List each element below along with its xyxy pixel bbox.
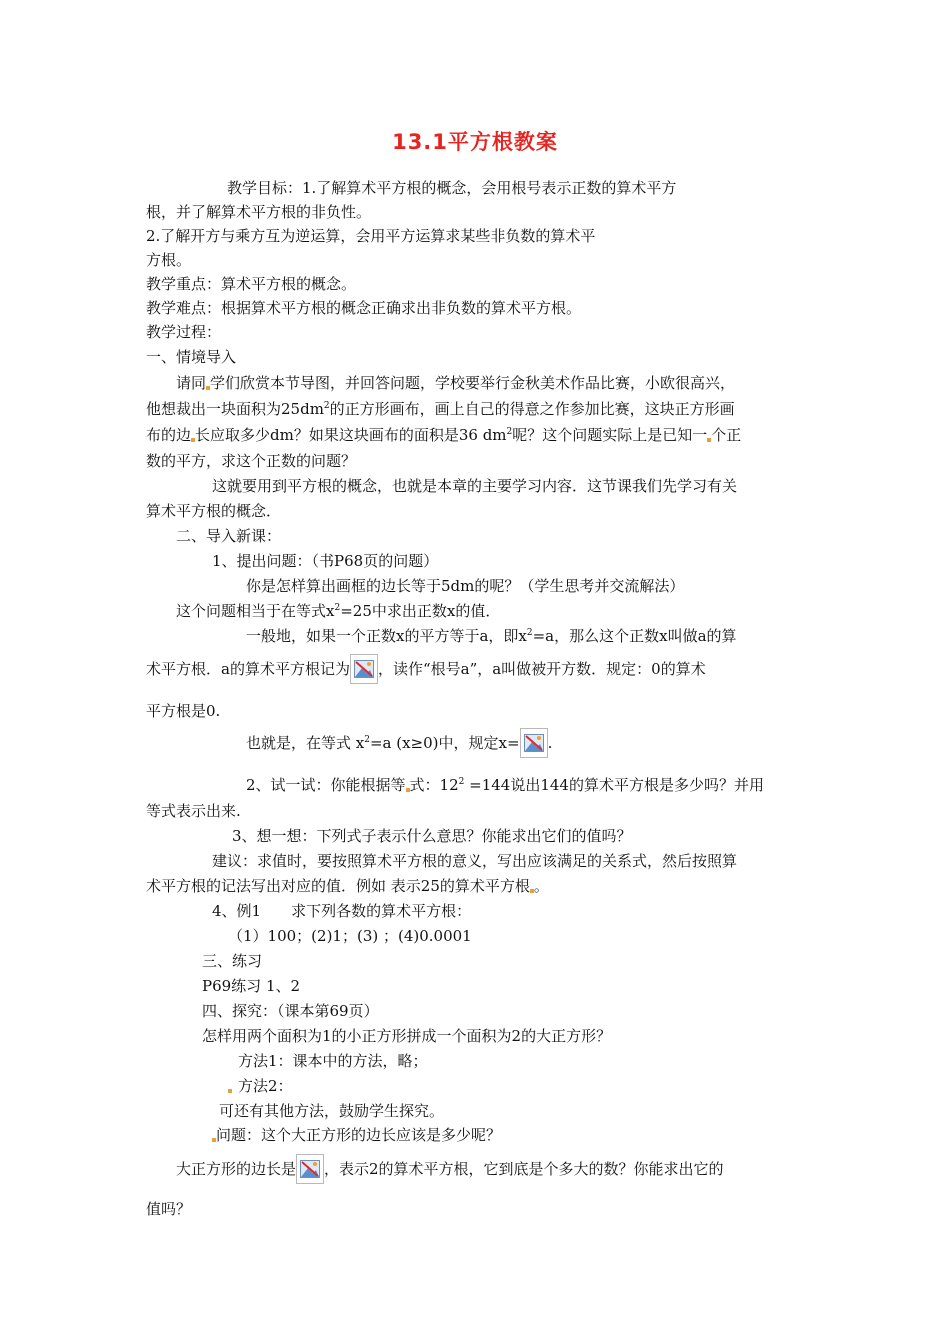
s2-advice-line-2 <box>146 876 549 896</box>
s4-side-line-1 <box>176 1154 724 1184</box>
s2-try-mid: 式：12 <box>409 776 459 794</box>
section-3-heading: 三、练习 <box>202 952 263 970</box>
s1-p1b-sup: 2 <box>323 401 330 411</box>
s2-think: 3、想一想：下列式子表示什么意思？你能求出它们的值吗？ <box>232 827 632 845</box>
s2-advice-line-1: 建议：求值时，要按照算术平方根的意义，写出应该满足的关系式，然后按照算 <box>212 852 738 870</box>
s2-example-items: （1）100；(2)1；(3) ；(4)0.0001 <box>228 927 472 945</box>
difficulty: 教学难点：根据算术平方根的概念正确求出非负数的算术平方根。 <box>146 299 582 317</box>
s2-example-title: 4、例1 求下列各数的算术平方根： <box>212 902 472 920</box>
goals-line-4: 方根。 <box>146 251 192 269</box>
s1-p1c-b: 长应取多少dm？如果这块画布的面积是36 dm <box>195 426 507 444</box>
s2-def-b-post: ，读作“根号a”，a叫做被开方数．规定：0的算术 <box>377 660 706 678</box>
goals-line-1: 教学目标：1.了解算术平方根的概念，会用根号表示正数的算术平方 <box>227 179 677 197</box>
s4-side-post: ，表示2的算术平方根，它到底是个多大的数？你能求出它的 <box>324 1160 724 1178</box>
s2-definition-line-3: 平方根是0. <box>146 702 221 720</box>
key-point: 教学重点：算术平方根的概念。 <box>146 275 357 293</box>
s4-problem-line <box>212 1125 501 1145</box>
s2-question-1: 1、提出问题：（书P68页的问题） <box>212 552 439 570</box>
s4-method-2: 方法2： <box>238 1077 293 1095</box>
broken-formula-image-icon <box>296 1154 324 1184</box>
s4-question: 怎样用两个面积为1的小正方形拼成一个面积为2的大正方形？ <box>202 1027 612 1045</box>
s1-paragraph-line-2 <box>146 399 735 419</box>
goals-line-3: 2.了解开方与乘方互为逆运算，会用平方运算求某些非负数的算术平 <box>146 227 596 245</box>
s2-try-pre: 2、试一试：你能根据等 <box>246 776 406 794</box>
s4-side-pre: 大正方形的边长是 <box>176 1160 297 1178</box>
s2-def-a-post: =a，那么这个正数x叫做a的算 <box>532 627 737 645</box>
s2-rule-pre: 也就是，在等式 x <box>246 734 365 752</box>
s1-paragraph-line-4: 数的平方，求这个正数的问题？ <box>146 452 357 470</box>
s1-p1c-sup: 2 <box>506 427 513 437</box>
process-heading: 教学过程： <box>146 323 222 341</box>
s1-p1a-post: 学们欣赏本节导图，并回答问题，学校要举行金秋美术作品比赛，小欧很高兴， <box>210 374 736 392</box>
s2-advice-b: 术平方根的记法写出对应的值．例如 表示25的算术平方根 <box>146 877 530 895</box>
s1-paragraph-line-1 <box>176 373 735 393</box>
s2-definition-line-2 <box>146 654 706 684</box>
broken-formula-image-icon <box>520 728 548 758</box>
s2-try-sup: 2 <box>458 777 465 787</box>
s4-side-line-2: 值吗？ <box>146 1200 192 1218</box>
s2-advice-b-end: 。 <box>533 877 549 895</box>
s2-definition-line-1 <box>246 626 737 646</box>
s4-method-1: 方法1：课本中的方法，略； <box>238 1052 428 1070</box>
s1-p1b-post: 的正方形画布，画上自己的得意之作参加比赛，这块正方形画 <box>329 400 735 418</box>
document-title: 13.1平方根教案 <box>392 130 558 154</box>
s2-def-a-sup: 2 <box>526 628 533 638</box>
s4-problem: 问题：这个大正方形的边长应该是多少呢？ <box>216 1126 502 1144</box>
s4-other-methods: 可还有其他方法，鼓励学生探究。 <box>219 1102 445 1120</box>
s4-method-2-line <box>228 1076 293 1096</box>
s2-rule-end: . <box>547 734 553 752</box>
s2-rule-line <box>246 728 552 758</box>
s2-rule-sup: 2 <box>364 735 370 745</box>
s2-eq-post: =25中求出正数x的值． <box>340 602 501 620</box>
s1-p1c-c: 呢？这个问题实际上是已知一 <box>512 426 708 444</box>
s1-p1c-d: 个正 <box>711 426 742 444</box>
s2-equation-line <box>176 601 500 621</box>
s1-p1c-a: 布的边 <box>146 426 192 444</box>
s2-eq-pre: 这个问题相当于在等式x <box>176 602 335 620</box>
s1-paragraph-2-line-2: 算术平方根的概念． <box>146 502 282 520</box>
section-4-heading: 四、探究：（课本第69页） <box>202 1002 379 1020</box>
s2-try-line-2: 等式表示出来. <box>146 802 241 820</box>
s2-try-post: =144说出144的算术平方根是多少吗？并用 <box>464 776 764 794</box>
broken-formula-image-icon <box>350 654 378 684</box>
s2-def-a-pre: 一般地，如果一个正数x的平方等于a，即x <box>246 627 527 645</box>
section-1-heading: 一、情境导入 <box>146 348 237 366</box>
s1-p1b-pre: 他想裁出一块面积为25dm <box>146 400 324 418</box>
s2-try-line-1 <box>246 775 764 795</box>
s3-content: P69练习 1、2 <box>202 977 301 995</box>
goals-line-2: 根，并了解算术平方根的非负性。 <box>146 203 372 221</box>
s1-p1a-pre: 请同 <box>176 374 207 392</box>
section-2-heading: 二、导入新课： <box>176 527 282 545</box>
s2-eq-sup: 2 <box>334 603 341 613</box>
s1-paragraph-line-3 <box>146 425 741 445</box>
s2-question-1-detail: 你是怎样算出画框的边长等于5dm的呢？（学生思考并交流解法） <box>246 577 685 595</box>
s2-rule-mid: =a (x≥0)中，规定x= <box>369 734 520 752</box>
s1-paragraph-2-line-1: 这就要用到平方根的概念，也就是本章的主要学习内容．这节课我们先学习有关 <box>212 477 738 495</box>
s2-def-b-pre: 术平方根．a的算术平方根记为 <box>146 660 350 678</box>
